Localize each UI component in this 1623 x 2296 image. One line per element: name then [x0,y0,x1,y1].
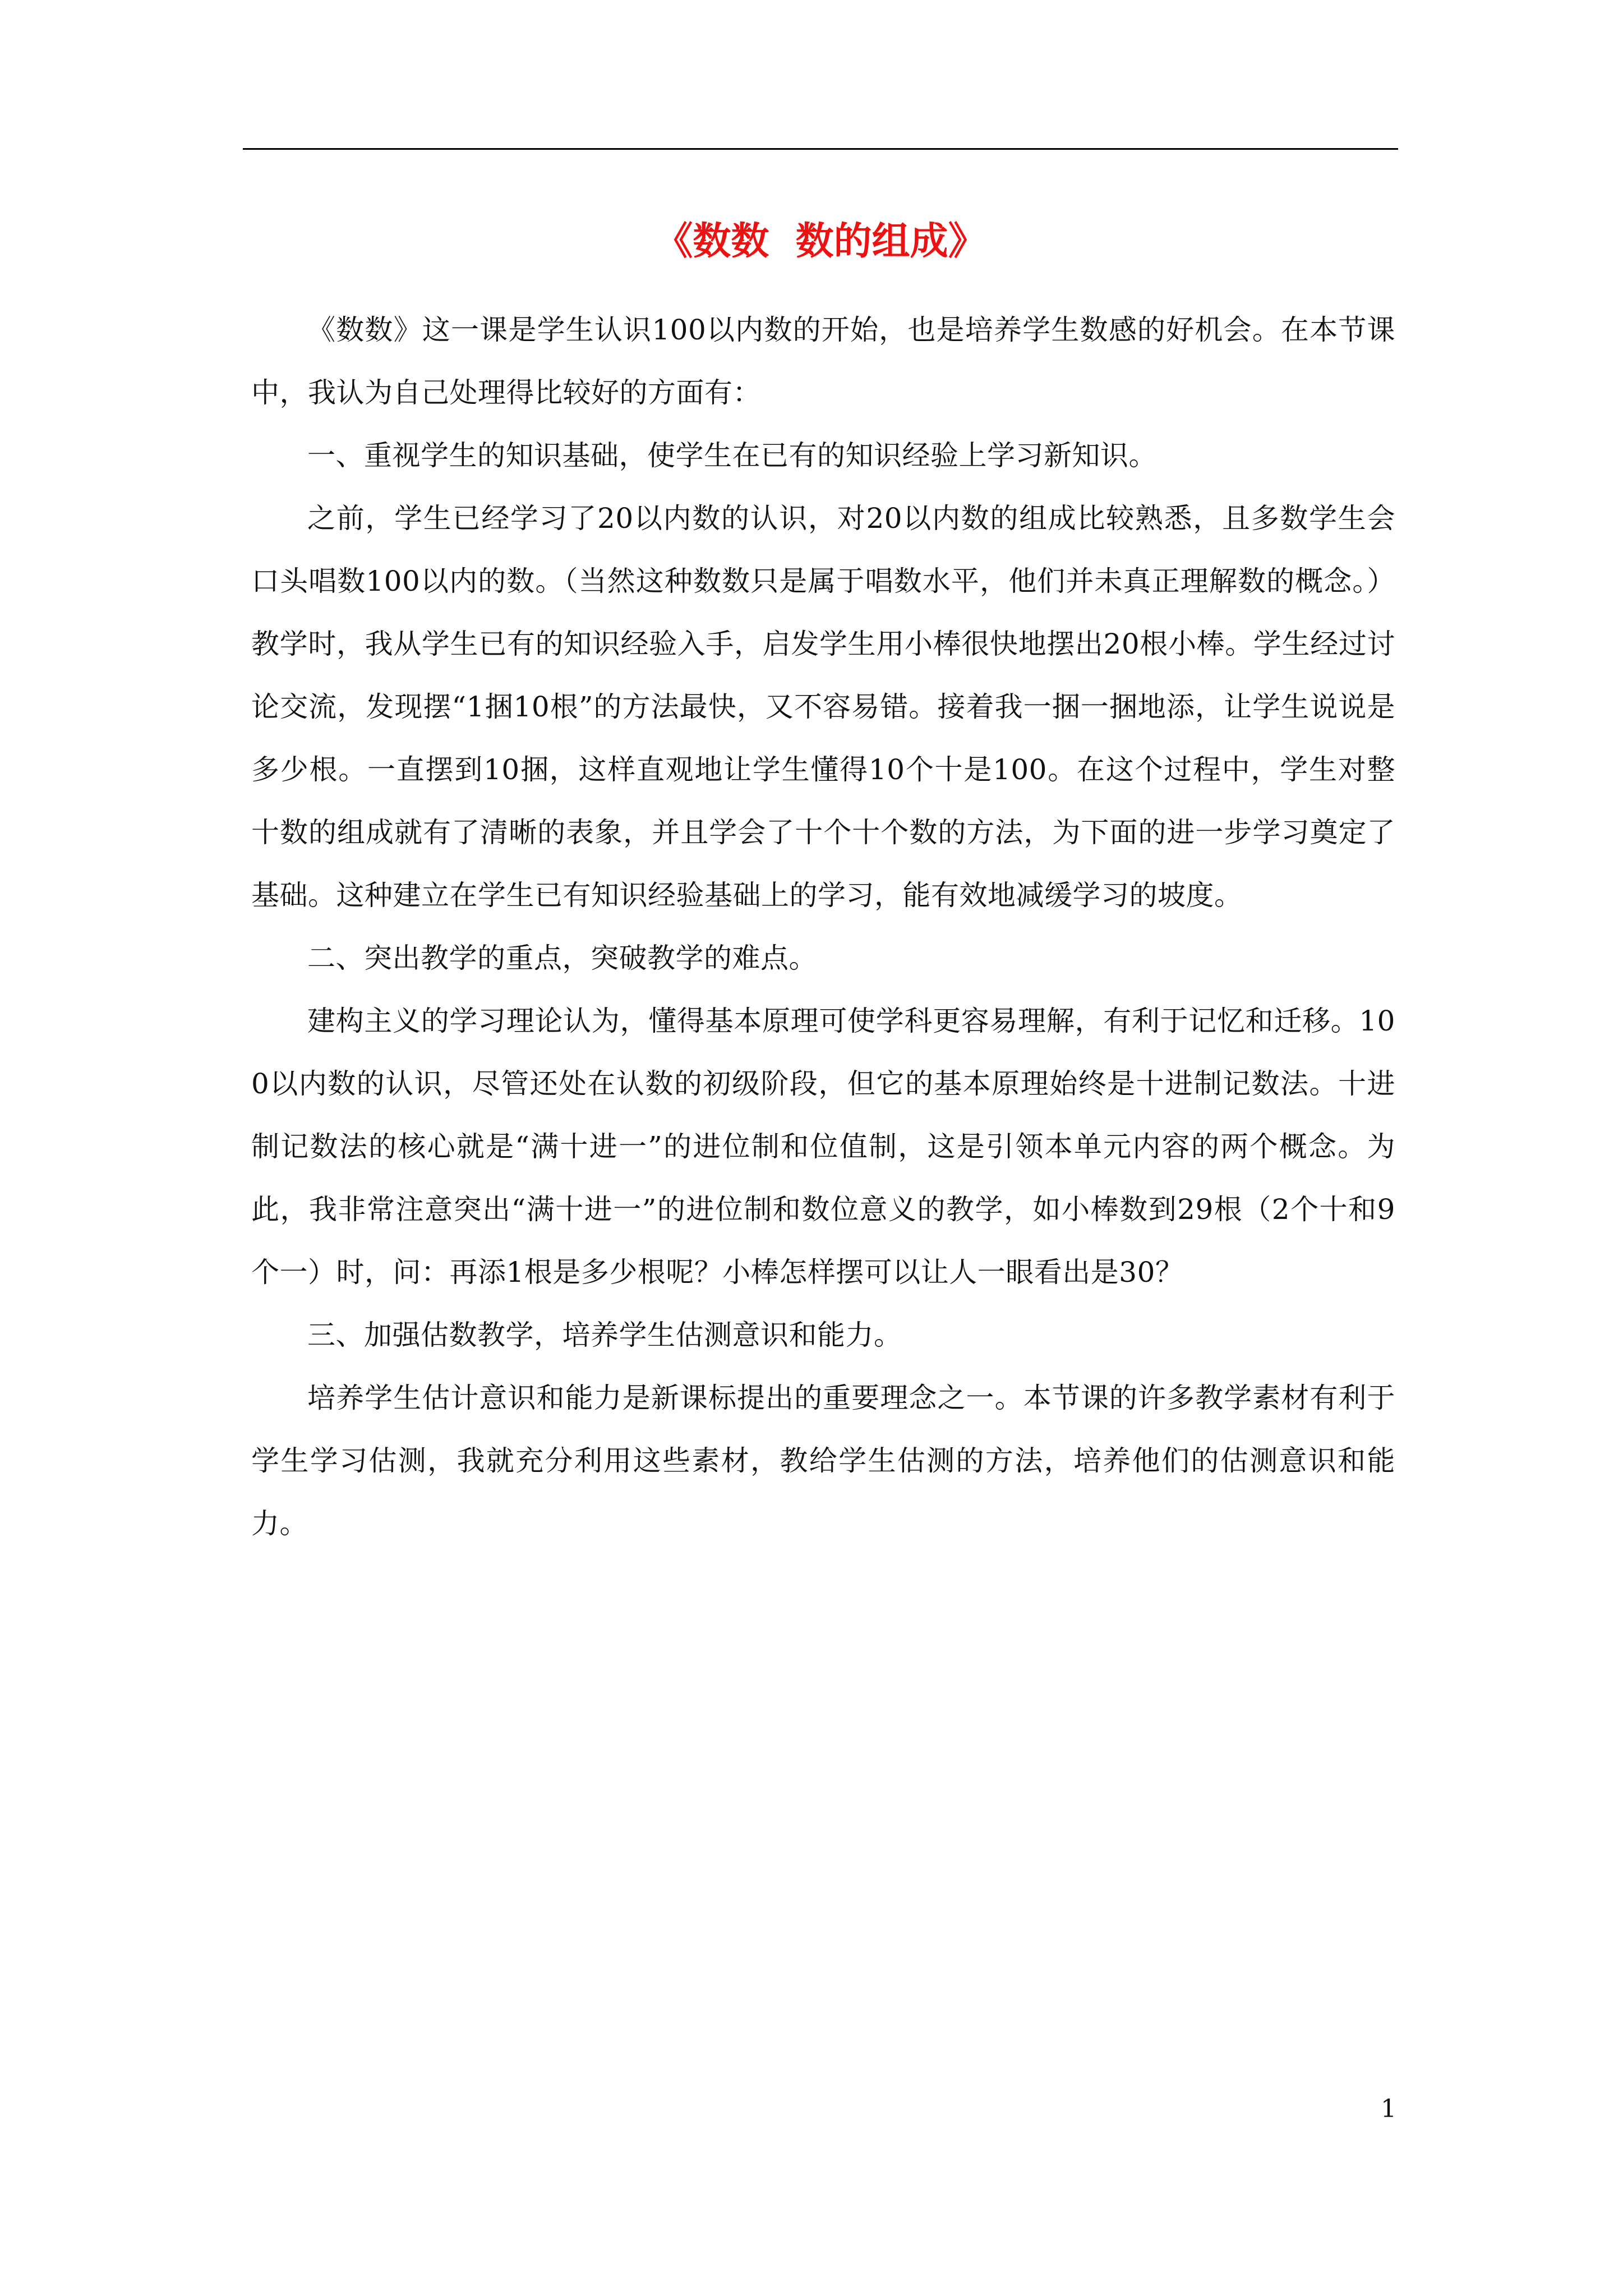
document-body [251,298,1395,1555]
paragraph-heading-3: 三、加强估数教学，培养学生估测意识和能力。 [307,1319,902,1351]
header-rule [243,148,1398,150]
page-number: 1 [1381,2095,1396,2123]
paragraph-heading-2: 二、突出教学的重点，突破教学的难点。 [307,942,817,974]
paragraph-heading-1: 一、重视学生的知识基础，使学生在已有的知识经验上学习新知识。 [307,439,1157,472]
paragraph-section-2: 建构主义的学习理论认为，懂得基本原理可使学科更容易理解，有利于记忆和迁移。100以内数的认识，尽管还处在认数的初级阶段，但它的基本原理始终是十进制记数法。十进制记数法的核心就是“满十进一”的进位制和位值制，这是引领本单元内容的两个概念。为此，我非常注意突出“满十进一”的进位制和数位意义的教学，如小棒数到29根（2个十和9个一）时，问：再添1根是多少根呢？小棒怎样摆可以让人一眼看出是30？ [251,1005,1395,1289]
paragraph-intro: 《数数》这一课是学生认识100以内数的开始，也是培养学生数感的好机会。在本节课中，我认为自己处理得比较好的方面有： [251,314,1395,409]
paragraph-section-3: 培养学生估计意识和能力是新课标提出的重要理念之一。本节课的许多教学素材有利于学生学习估测，我就充分利用这些素材，教给学生估测的方法，培养他们的估测意识和能力。 [251,1382,1395,1540]
paragraph-section-1: 之前，学生已经学习了20以内数的认识，对20以内数的组成比较熟悉，且多数学生会口头唱数100以内的数。（当然这种数数只是属于唱数水平，他们并未真正理解数的概念。）教学时，我从学生已有的知识经验入手，启发学生用小棒很快地摆出20根小棒。学生经过讨论交流，发现摆“1捆10根”的方法最快，又不容易错。接着我一捆一捆地添，让学生说说是多少根。一直摆到10捆，这样直观地让学生懂得10个十是100。在这个过程中，学生对整十数的组成就有了清晰的表象，并且学会了十个十个数的方法，为下面的进一步学习奠定了基础。这种建立在学生已有知识经验基础上的学习，能有效地减缓学习的坡度。 [251,502,1395,912]
document-title: 《数数 数的组成》 [654,219,986,264]
